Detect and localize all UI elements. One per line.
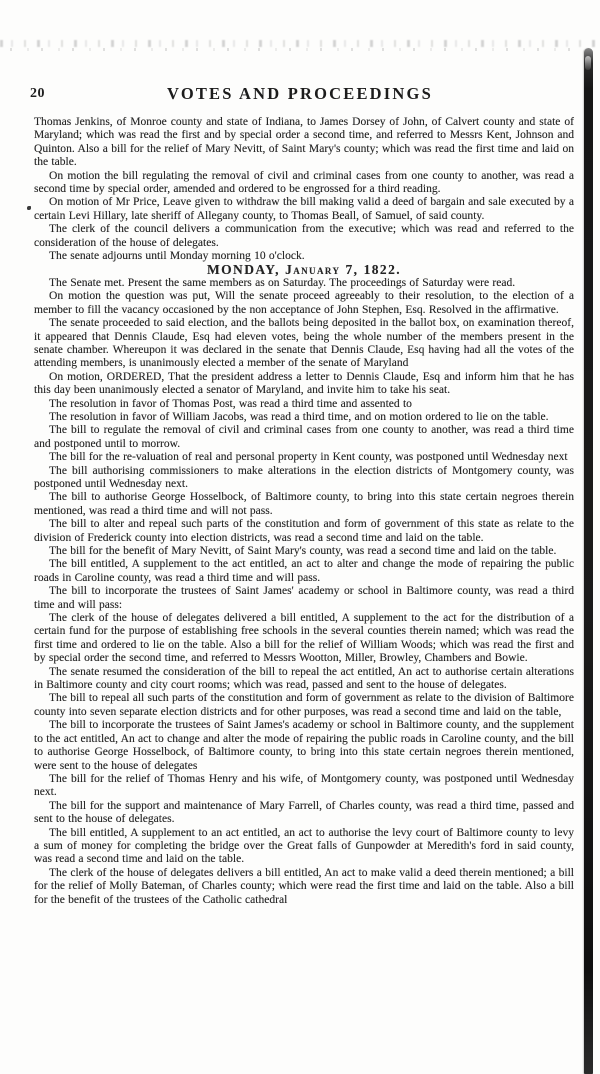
paragraph: The bill for the benefit of Mary Nevitt, of Saint Mary's county, was read a second time and laid on the table. — [49, 545, 557, 557]
paragraph: On motion, ORDERED, That the president address a letter to Dennis Claude, Esq and inform him that he has this day been unanimously elected a senator of Maryland, and invite him to take his seat. — [34, 370, 574, 397]
proceedings-text — [34, 116, 574, 907]
paragraph: The bill for the relief of Thomas Henry and his wife, of Montgomery county, was postponed until Wednesday next. — [34, 772, 574, 799]
paragraph: The bill entitled, A supplement to the act entitled, an act to alter and change the mode of repairing the public roads in Caroline county, was read a third time and will pass. — [34, 558, 574, 584]
paragraph: The clerk of the council delivers a communication from the executive; which was read and referred to the consideration of the house of delegates. — [34, 223, 574, 249]
paragraph: The resolution in favor of William Jacobs, was read a third time, and on motion ordered to lie on the table. — [49, 410, 549, 423]
margin-ink-mark — [27, 206, 31, 210]
paragraph: The bill to repeal all such parts of the constitution and form of government as relate to the division of Baltimore county into seven separate election districts and for other purposes, was read a second time and laid on the table, — [34, 692, 574, 718]
paragraph: The bill for the support and maintenance of Mary Farrell, of Charles county, was read a third time, passed and sent to the house of delegates. — [34, 799, 574, 826]
date-heading: MONDAY, January 7, 1822. — [207, 262, 401, 278]
paragraph: The clerk of the house of delegates delivered a bill entitled, A supplement to the act for the distribution of a certain fund for the purpose of establishing free schools in the several counties therein named; which was read the first time and ordered to lie on the table. Also a bill for the relief of William Woods; which was read the first and by special order the second time, and referred to Messrs Wootton, Miller, Browley, Chambers and Bowie. — [34, 612, 574, 665]
running-title: VOTES AND PROCEEDINGS — [167, 84, 433, 103]
paragraph: The bill to incorporate the trustees of Saint James's academy or school in Baltimore county, and the supplement to the act entitled, An act to change and alter the mode of repairing the public roads in Caroline county, and the bill to authorise George Hosselbock, of Baltimore county, to bring into this state certain negroes therein mentioned, were sent to the house of delegates — [34, 719, 574, 772]
paragraph: Thomas Jenkins, of Monroe county and state of Indiana, to James Dorsey of John, of Calvert county and state of Maryland; which was read the first and by special order a second time, and referred to Messrs Kent, Johnson and Quinton. Also a bill for the relief of Mary Nevitt, of Saint Mary's county; which was read the first time and laid on the table. — [34, 116, 574, 169]
paragraph: The bill for the re-valuation of real and personal property in Kent county, was postponed until Wednesday next — [49, 451, 568, 464]
paragraph: The bill to regulate the removal of civil and criminal cases from one county to another, was read a third time and postponed until to morrow. — [34, 424, 574, 450]
page-header — [30, 84, 570, 106]
paragraph: The Senate met. Present the same members as on Saturday. The proceedings of Saturday were read. — [49, 276, 516, 289]
paragraph: The bill authorising commissioners to make alterations in the election districts of Montgomery county, was postponed until Wednesday next. — [34, 464, 574, 490]
paragraph: The bill entitled, A supplement to an act entitled, an act to authorise the levy court of Baltimore county to levy a sum of money for completing the bridge over the Great falls of Gunpowder at Meredith's ford in said county, was read a second time and laid on the table. — [34, 826, 574, 866]
paragraph: The bill to alter and repeal such parts of the constitution and form of government of this state as relate to the division of Frederick county into election districts, was read a second time and laid on the table. — [34, 518, 574, 544]
paragraph: The bill to authorise George Hosselbock, of Baltimore county, to bring into this state certain negroes therein mentioned, was read a third time and will not pass. — [34, 491, 574, 517]
page-number: 20 — [30, 86, 45, 101]
paragraph: The senate resumed the consideration of the bill to repeal the act entitled, An act to authorise certain alterations in Baltimore county and city court rooms; which was read, passed and sent to the house of delegates. — [34, 665, 574, 692]
paragraph: The clerk of the house of delegates delivers a bill entitled, An act to make valid a deed therein mentioned; a bill for the relief of Molly Bateman, of Charles county; which were read the first time and laid on the table. Also a bill for the benefit of the trustees of the Catholic cathedral — [34, 866, 574, 906]
paragraph: The senate proceeded to said election, and the ballots being deposited in the ballot box, on examination thereof, it appeared that Dennis Claude, Esq had eleven votes, being the whole number of the members present in the senate chamber. Whereupon it was declared in the senate that Dennis Claude, Esq having had all the votes of the attending members, is unanimously elected a member of the senate of Maryland — [34, 317, 574, 370]
scan-noise-band — [0, 40, 600, 47]
paragraph: On motion the bill regulating the removal of civil and criminal cases from one county to another, was read a second time by special order, amended and ordered to be engrossed for a third reading. — [34, 169, 574, 196]
scan-noise-band-2 — [10, 48, 570, 51]
paragraph: The senate adjourns until Monday morning 10 o'clock. — [49, 250, 305, 263]
paragraph: On motion the question was put, Will the senate proceed agreeably to their resolution, to the election of a member to fill the vacancy occasioned by the non acceptance of John Stephen, Esq. Resolved in the affirmative. — [34, 290, 574, 316]
paragraph: The bill to incorporate the trustees of Saint James' academy or school in Baltimore county, was read a third time and will pass: — [34, 585, 574, 611]
book-binding-shadow — [584, 48, 593, 1074]
paragraph: The resolution in favor of Thomas Post, was read a third time and assented to — [49, 397, 412, 410]
paragraph: On motion of Mr Price, Leave given to withdraw the bill making valid a deed of bargain and sale executed by a certain Levi Hillary, late sheriff of Allegany county, to Thomas Beall, of Samuel, of said county. — [34, 196, 574, 222]
